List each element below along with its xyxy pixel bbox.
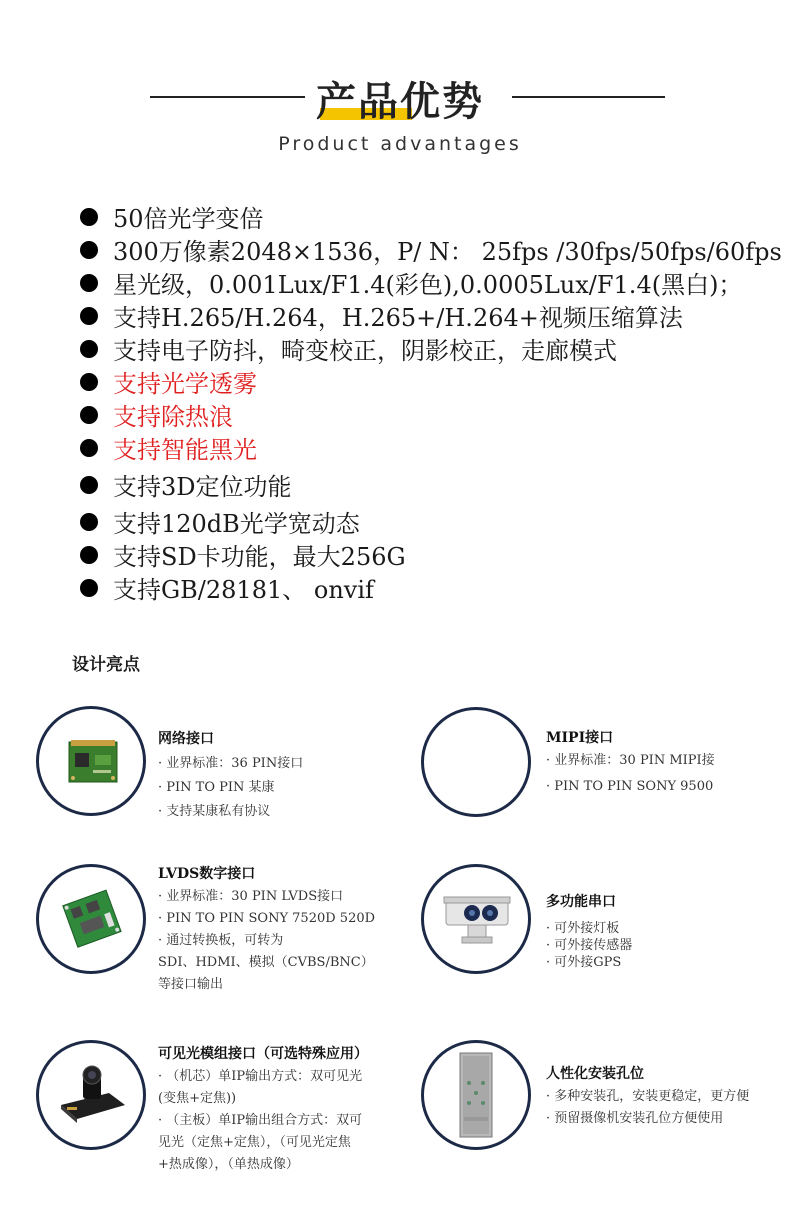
- visible-module-text: [158, 1042, 368, 1176]
- feature-item: [80, 299, 780, 332]
- item-title: 多功能串口: [546, 894, 616, 910]
- mounting-text: [546, 1062, 749, 1130]
- feature-text: 300万像素2048×1536，P/ N： 25fps /30fps/50fps/60fps: [113, 238, 782, 266]
- item-line: (变焦+定焦)): [158, 1091, 237, 1106]
- item-line: · 可外接传感器: [546, 938, 633, 953]
- feature-item: [80, 332, 780, 365]
- feature-text: 支持除热浪: [113, 403, 233, 431]
- feature-text: 支持H.265/H.264，H.265+/H.264+视频压缩算法: [113, 304, 683, 332]
- bullet-icon: [80, 439, 98, 457]
- design-section-title: 设计亮点: [72, 655, 140, 675]
- adapter-board-icon: [36, 864, 146, 974]
- bullet-icon: [80, 373, 98, 391]
- network-text: [158, 727, 303, 823]
- empty-circle-icon: [421, 707, 531, 817]
- item-line: · 预留摄像机安装孔位方便使用: [546, 1111, 724, 1126]
- item-line: · 业界标准：30 PIN MIPI接: [546, 753, 715, 768]
- mounting-plate-icon: [421, 1040, 531, 1150]
- lvds-text: [158, 862, 375, 996]
- bullet-icon: [80, 274, 98, 292]
- mipi-text: [546, 726, 715, 798]
- camera-module-icon: [36, 1040, 146, 1150]
- item-line: · 通过转换板，可转为: [158, 933, 284, 948]
- item-line: · PIN TO PIN 某康: [158, 780, 275, 795]
- item-line: · 业界标准：30 PIN LVDS接口: [158, 889, 344, 904]
- item-line: +热成像），（单热成像）: [158, 1157, 299, 1172]
- feature-item: [80, 571, 780, 604]
- circuit-board-icon: [36, 706, 146, 816]
- item-line: · 业界标准：36 PIN接口: [158, 756, 304, 771]
- bullet-icon: [80, 241, 98, 259]
- feature-item-highlight: [80, 431, 780, 464]
- feature-text: 支持智能黑光: [113, 436, 257, 464]
- feature-text: 支持3D定位功能: [113, 473, 292, 501]
- bullet-icon: [80, 208, 98, 226]
- item-line: 见光（定焦+定焦），（可见光定焦: [158, 1135, 351, 1150]
- page-title: 产品优势: [316, 79, 484, 125]
- feature-text: 支持电子防抖，畸变校正，阴影校正，走廊模式: [113, 337, 617, 365]
- bullet-icon: [80, 546, 98, 564]
- item-line: · （机芯）单IP输出方式：双可见光: [158, 1069, 363, 1084]
- feature-item: [80, 233, 780, 266]
- ptz-camera-icon: [421, 864, 531, 974]
- item-title: 人性化安装孔位: [546, 1066, 644, 1082]
- feature-text: 支持光学透雾: [113, 370, 257, 398]
- feature-text: 支持SD卡功能，最大256G: [113, 543, 406, 571]
- feature-item: [80, 538, 780, 571]
- page-subtitle: Product advantages: [278, 133, 522, 155]
- item-line: 等接口输出: [158, 977, 224, 992]
- item-line: · 多种安装孔，安装更稳定，更方便: [546, 1089, 750, 1104]
- feature-text: 支持120dB光学宽动态: [113, 510, 360, 538]
- feature-item: [80, 468, 780, 501]
- feature-text: 支持GB/28181、 onvif: [113, 576, 374, 604]
- item-title: LVDS数字接口: [158, 866, 256, 882]
- feature-item: [80, 505, 780, 538]
- item-line: · 可外接GPS: [546, 955, 622, 970]
- item-line: SDI、HDMI、模拟（CVBS/BNC）: [158, 955, 374, 970]
- bullet-icon: [80, 307, 98, 325]
- feature-item-highlight: [80, 365, 780, 398]
- item-line: · （主板）单IP输出组合方式：双可: [158, 1113, 363, 1128]
- serial-text: [546, 890, 632, 971]
- item-title: 网络接口: [158, 731, 214, 747]
- bullet-icon: [80, 406, 98, 424]
- bullet-icon: [80, 579, 98, 597]
- feature-item-highlight: [80, 398, 780, 431]
- bullet-icon: [80, 340, 98, 358]
- feature-text: 星光级，0.001Lux/F1.4(彩色),0.0005Lux/F1.4(黑白)；: [113, 271, 743, 299]
- feature-item: [80, 200, 780, 233]
- item-line: · 支持某康私有协议: [158, 804, 271, 819]
- item-line: · PIN TO PIN SONY 9500: [546, 779, 714, 794]
- item-line: · PIN TO PIN SONY 7520D 520D: [158, 911, 376, 926]
- bullet-icon: [80, 476, 98, 494]
- item-title: 可见光模组接口（可选特殊应用）: [158, 1046, 368, 1062]
- item-title: MIPI接口: [546, 730, 614, 746]
- feature-item: [80, 266, 780, 299]
- item-line: · 可外接灯板: [546, 921, 620, 936]
- feature-list: [80, 200, 780, 604]
- feature-text: 50倍光学变倍: [113, 205, 264, 233]
- header: [0, 0, 800, 170]
- bullet-icon: [80, 513, 98, 531]
